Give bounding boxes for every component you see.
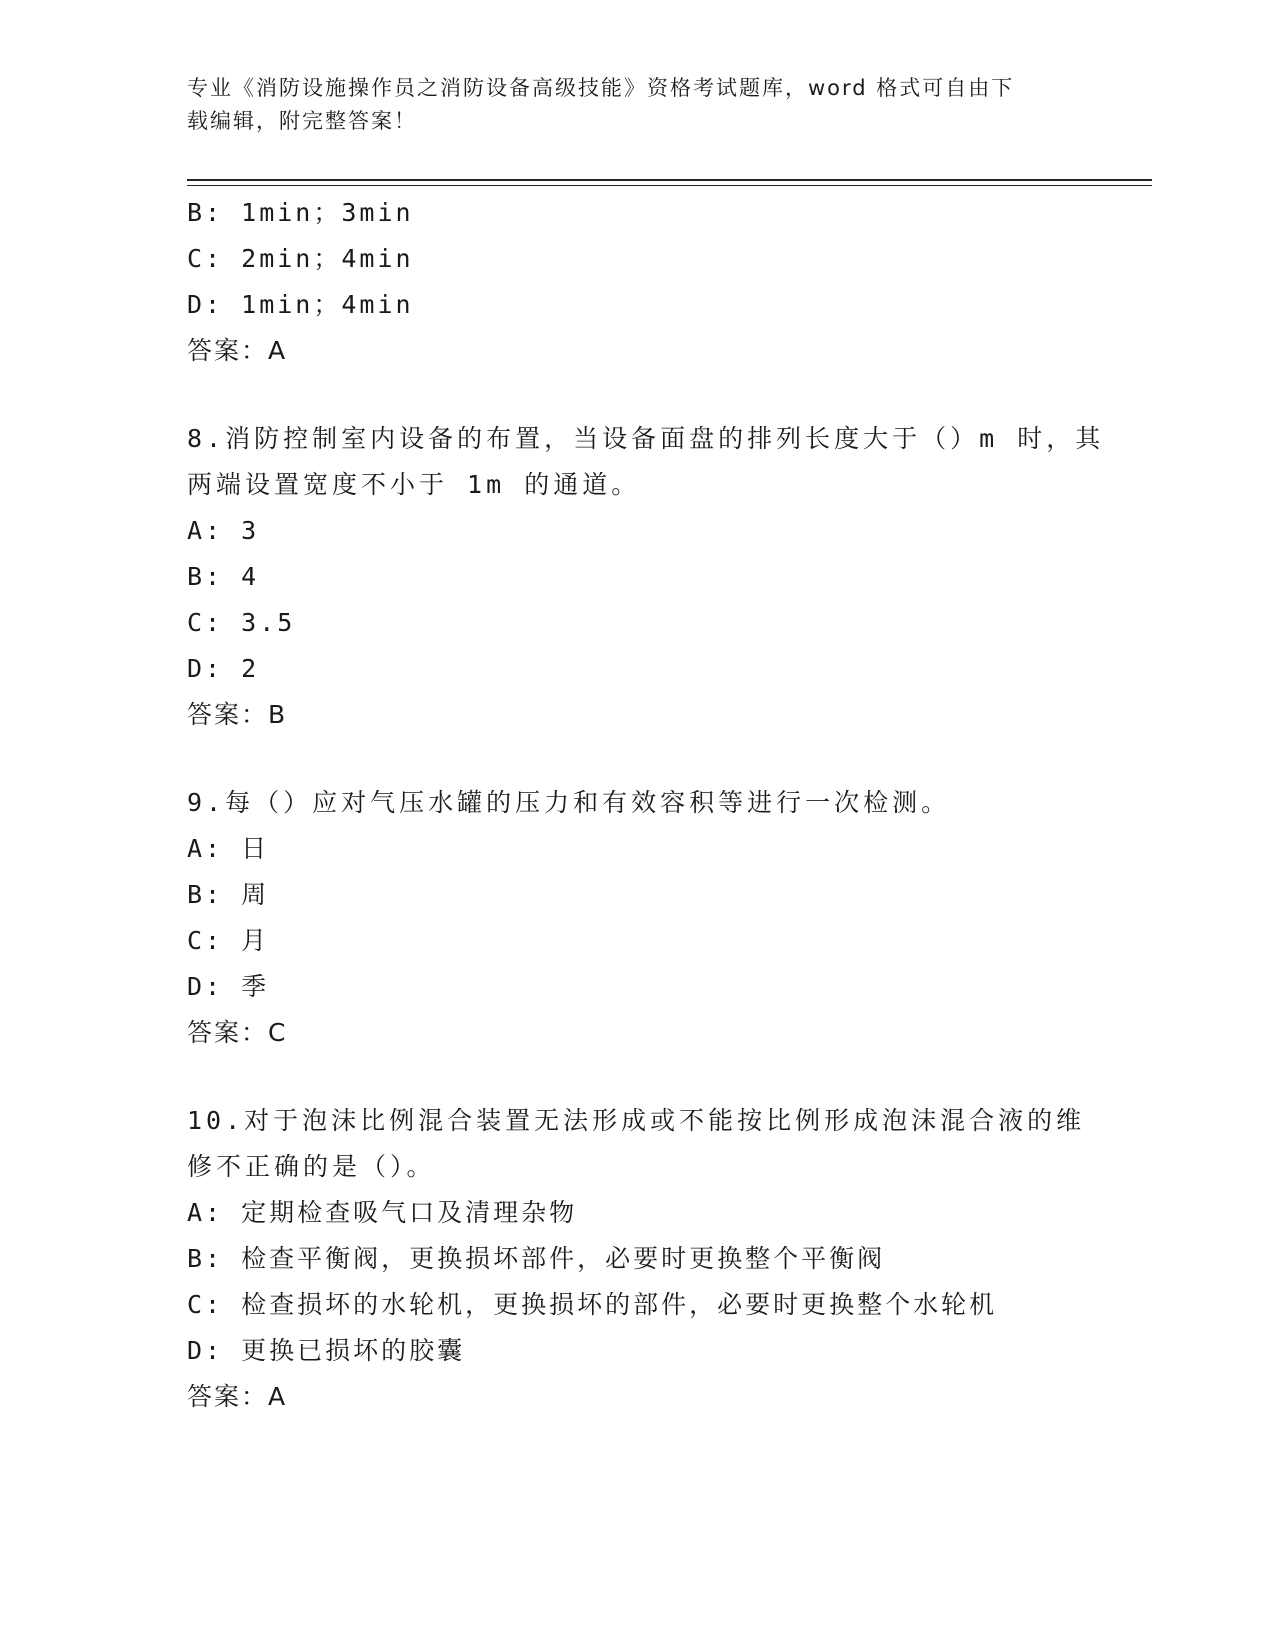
option-a: A: 3 xyxy=(187,516,260,545)
option-c: C: 3.5 xyxy=(187,608,296,637)
option-d: D: 2 xyxy=(187,654,260,683)
header-rule-thin xyxy=(187,185,1152,186)
option-c: C: 月 xyxy=(187,926,270,955)
spacer xyxy=(187,1056,1087,1098)
option-a: A: 日 xyxy=(187,834,270,863)
question-7-block xyxy=(187,190,1087,374)
header-rule-thick xyxy=(187,179,1152,181)
answer-label: 答案：B xyxy=(187,700,288,729)
answer-label: 答案：A xyxy=(187,1382,288,1411)
option-a: A: 定期检查吸气口及清理杂物 xyxy=(187,1198,578,1227)
option-b: B: 1min；3min xyxy=(187,198,414,227)
option-c: C: 2min；4min xyxy=(187,244,414,273)
option-b: B: 周 xyxy=(187,880,270,909)
question-text-line-1: 8.消防控制室内设备的布置，当设备面盘的排列长度大于（）m 时，其 xyxy=(187,424,1105,453)
option-b: B: 4 xyxy=(187,562,260,591)
question-text-line-1: 10.对于泡沫比例混合装置无法形成或不能按比例形成泡沫混合液的维 xyxy=(187,1106,1086,1135)
spacer xyxy=(187,738,1087,780)
header-line-1: 专业《消防设施操作员之消防设备高级技能》资格考试题库，word 格式可自由下 xyxy=(187,76,1015,100)
question-10-block xyxy=(187,1098,1087,1420)
answer-label: 答案：C xyxy=(187,1018,288,1047)
question-text-line-2: 修不正确的是（）。 xyxy=(187,1152,436,1181)
question-8-block xyxy=(187,416,1105,738)
option-d: D: 更换已损坏的胶囊 xyxy=(187,1336,466,1365)
question-text-line-1: 9.每（）应对气压水罐的压力和有效容积等进行一次检测。 xyxy=(187,788,951,817)
option-b: B: 检查平衡阀，更换损坏部件，必要时更换整个平衡阀 xyxy=(187,1244,886,1273)
question-text-line-2: 两端设置宽度不小于 1m 的通道。 xyxy=(187,470,641,499)
option-c: C: 检查损坏的水轮机，更换损坏的部件，必要时更换整个水轮机 xyxy=(187,1290,998,1319)
question-content xyxy=(187,190,1105,1420)
option-d: D: 1min；4min xyxy=(187,290,414,319)
header-line-2: 载编辑，附完整答案！ xyxy=(187,109,417,133)
option-d: D: 季 xyxy=(187,972,270,1001)
question-9-block xyxy=(187,780,1087,1056)
document-header xyxy=(187,72,1087,138)
answer-label: 答案：A xyxy=(187,336,288,365)
spacer xyxy=(187,374,1087,416)
